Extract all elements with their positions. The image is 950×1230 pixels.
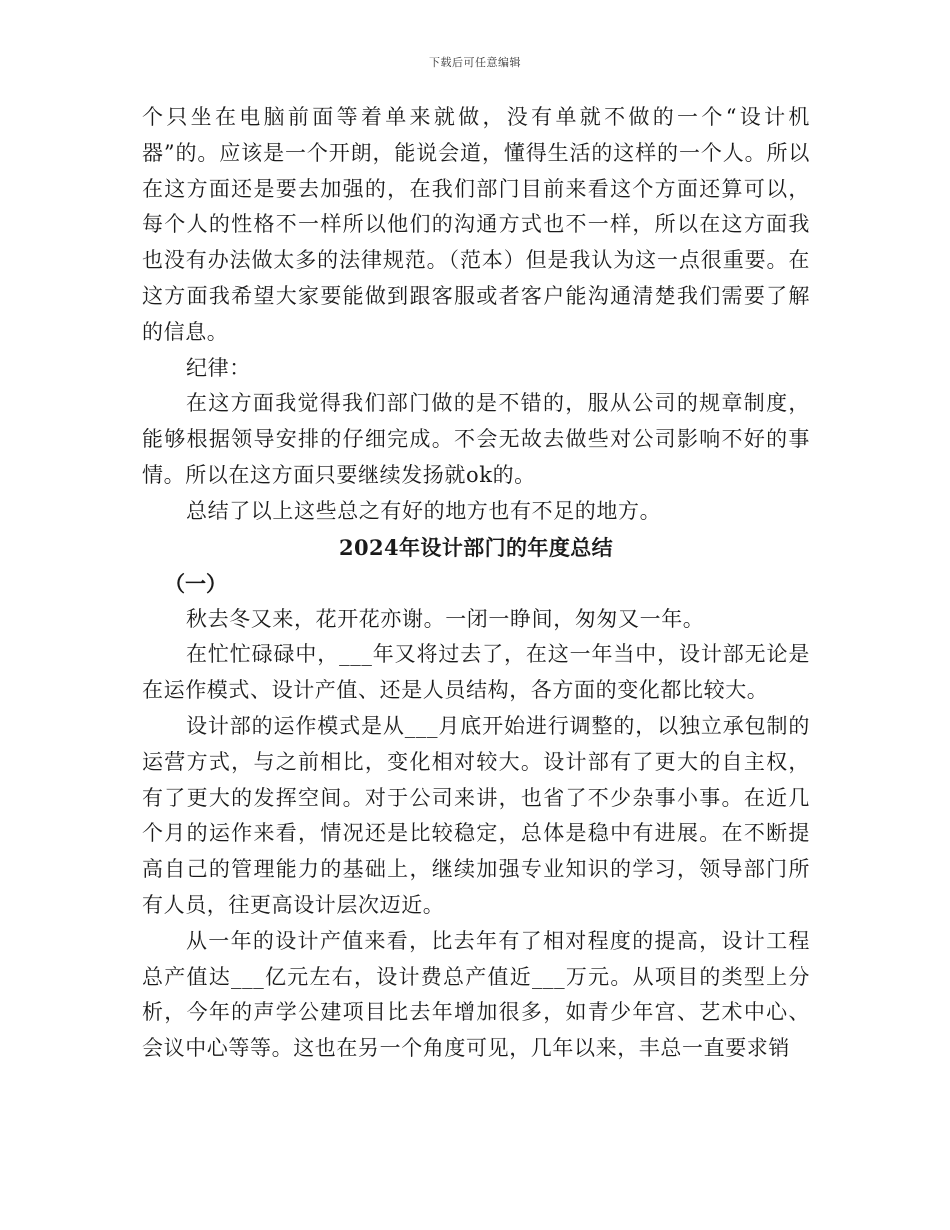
document-body xyxy=(142,100,810,1067)
paragraph-opening: 秋去冬又来，花开花亦谢。一闭一睁间，匆匆又一年。 xyxy=(186,606,705,631)
heading-discipline: 纪律： xyxy=(186,355,251,380)
page-header-note: 下载后可任意编辑 xyxy=(429,56,521,69)
paragraph-discipline: 在这方面我觉得我们部门做的是不错的，服从公司的规章制度，能够根据领导安排的仔细完成。不会无故去做些对公司影响不好的事情。所以在这方面只要继续发扬就ok的。 xyxy=(142,391,810,487)
paragraph-conclusion: 总结了以上这些总之有好的地方也有不足的地方。 xyxy=(186,498,662,523)
document-title: 2024年设计部门的年度总结 xyxy=(338,534,614,560)
paragraph-design-output: 从一年的设计产值来看，比去年有了相对程度的提高，设计工程总产值达___亿元左右，设计费总产值近___万元。从项目的类型上分析，今年的声学公建项目比去年增加很多，如青少年宫、艺术中心、会议中心等等。这也在另一个角度可见，几年以来，丰总一直要求销 xyxy=(142,928,810,1061)
paragraph-communication: 个只坐在电脑前面等着单来就做，没有单就不做的一个“设计机器”的。应该是一个开朗，能说会道，懂得生活的这样的一个人。所以在这方面还是要去加强的，在我们部门目前来看这个方面还算可以，每个人的性格不一样所以他们的沟通方式也不一样，所以在这方面我也没有办法做太多的法律规范。（范本）但是我认为这一点很重要。在这方面我希望大家要能做到跟客服或者客户能沟通清楚我们需要了解的信息。 xyxy=(142,105,810,344)
paragraph-year-overview: 在忙忙碌碌中，___年又将过去了，在这一年当中，设计部无论是在运作模式、设计产值、还是人员结构，各方面的变化都比较大。 xyxy=(142,642,810,703)
paragraph-operation-mode: 设计部的运作模式是从___月底开始进行调整的，以独立承包制的运营方式，与之前相比，变化相对较大。设计部有了更大的自主权，有了更大的发挥空间。对于公司来讲，也省了不少杂事小事。在近几个月的运作来看，情况还是比较稳定，总体是稳中有进展。在不断提高自己的管理能力的基础上，继续加强专业知识的学习，领导部门所有人员，往更高设计层次迈近。 xyxy=(142,713,810,917)
section-label: （一） xyxy=(164,570,227,596)
